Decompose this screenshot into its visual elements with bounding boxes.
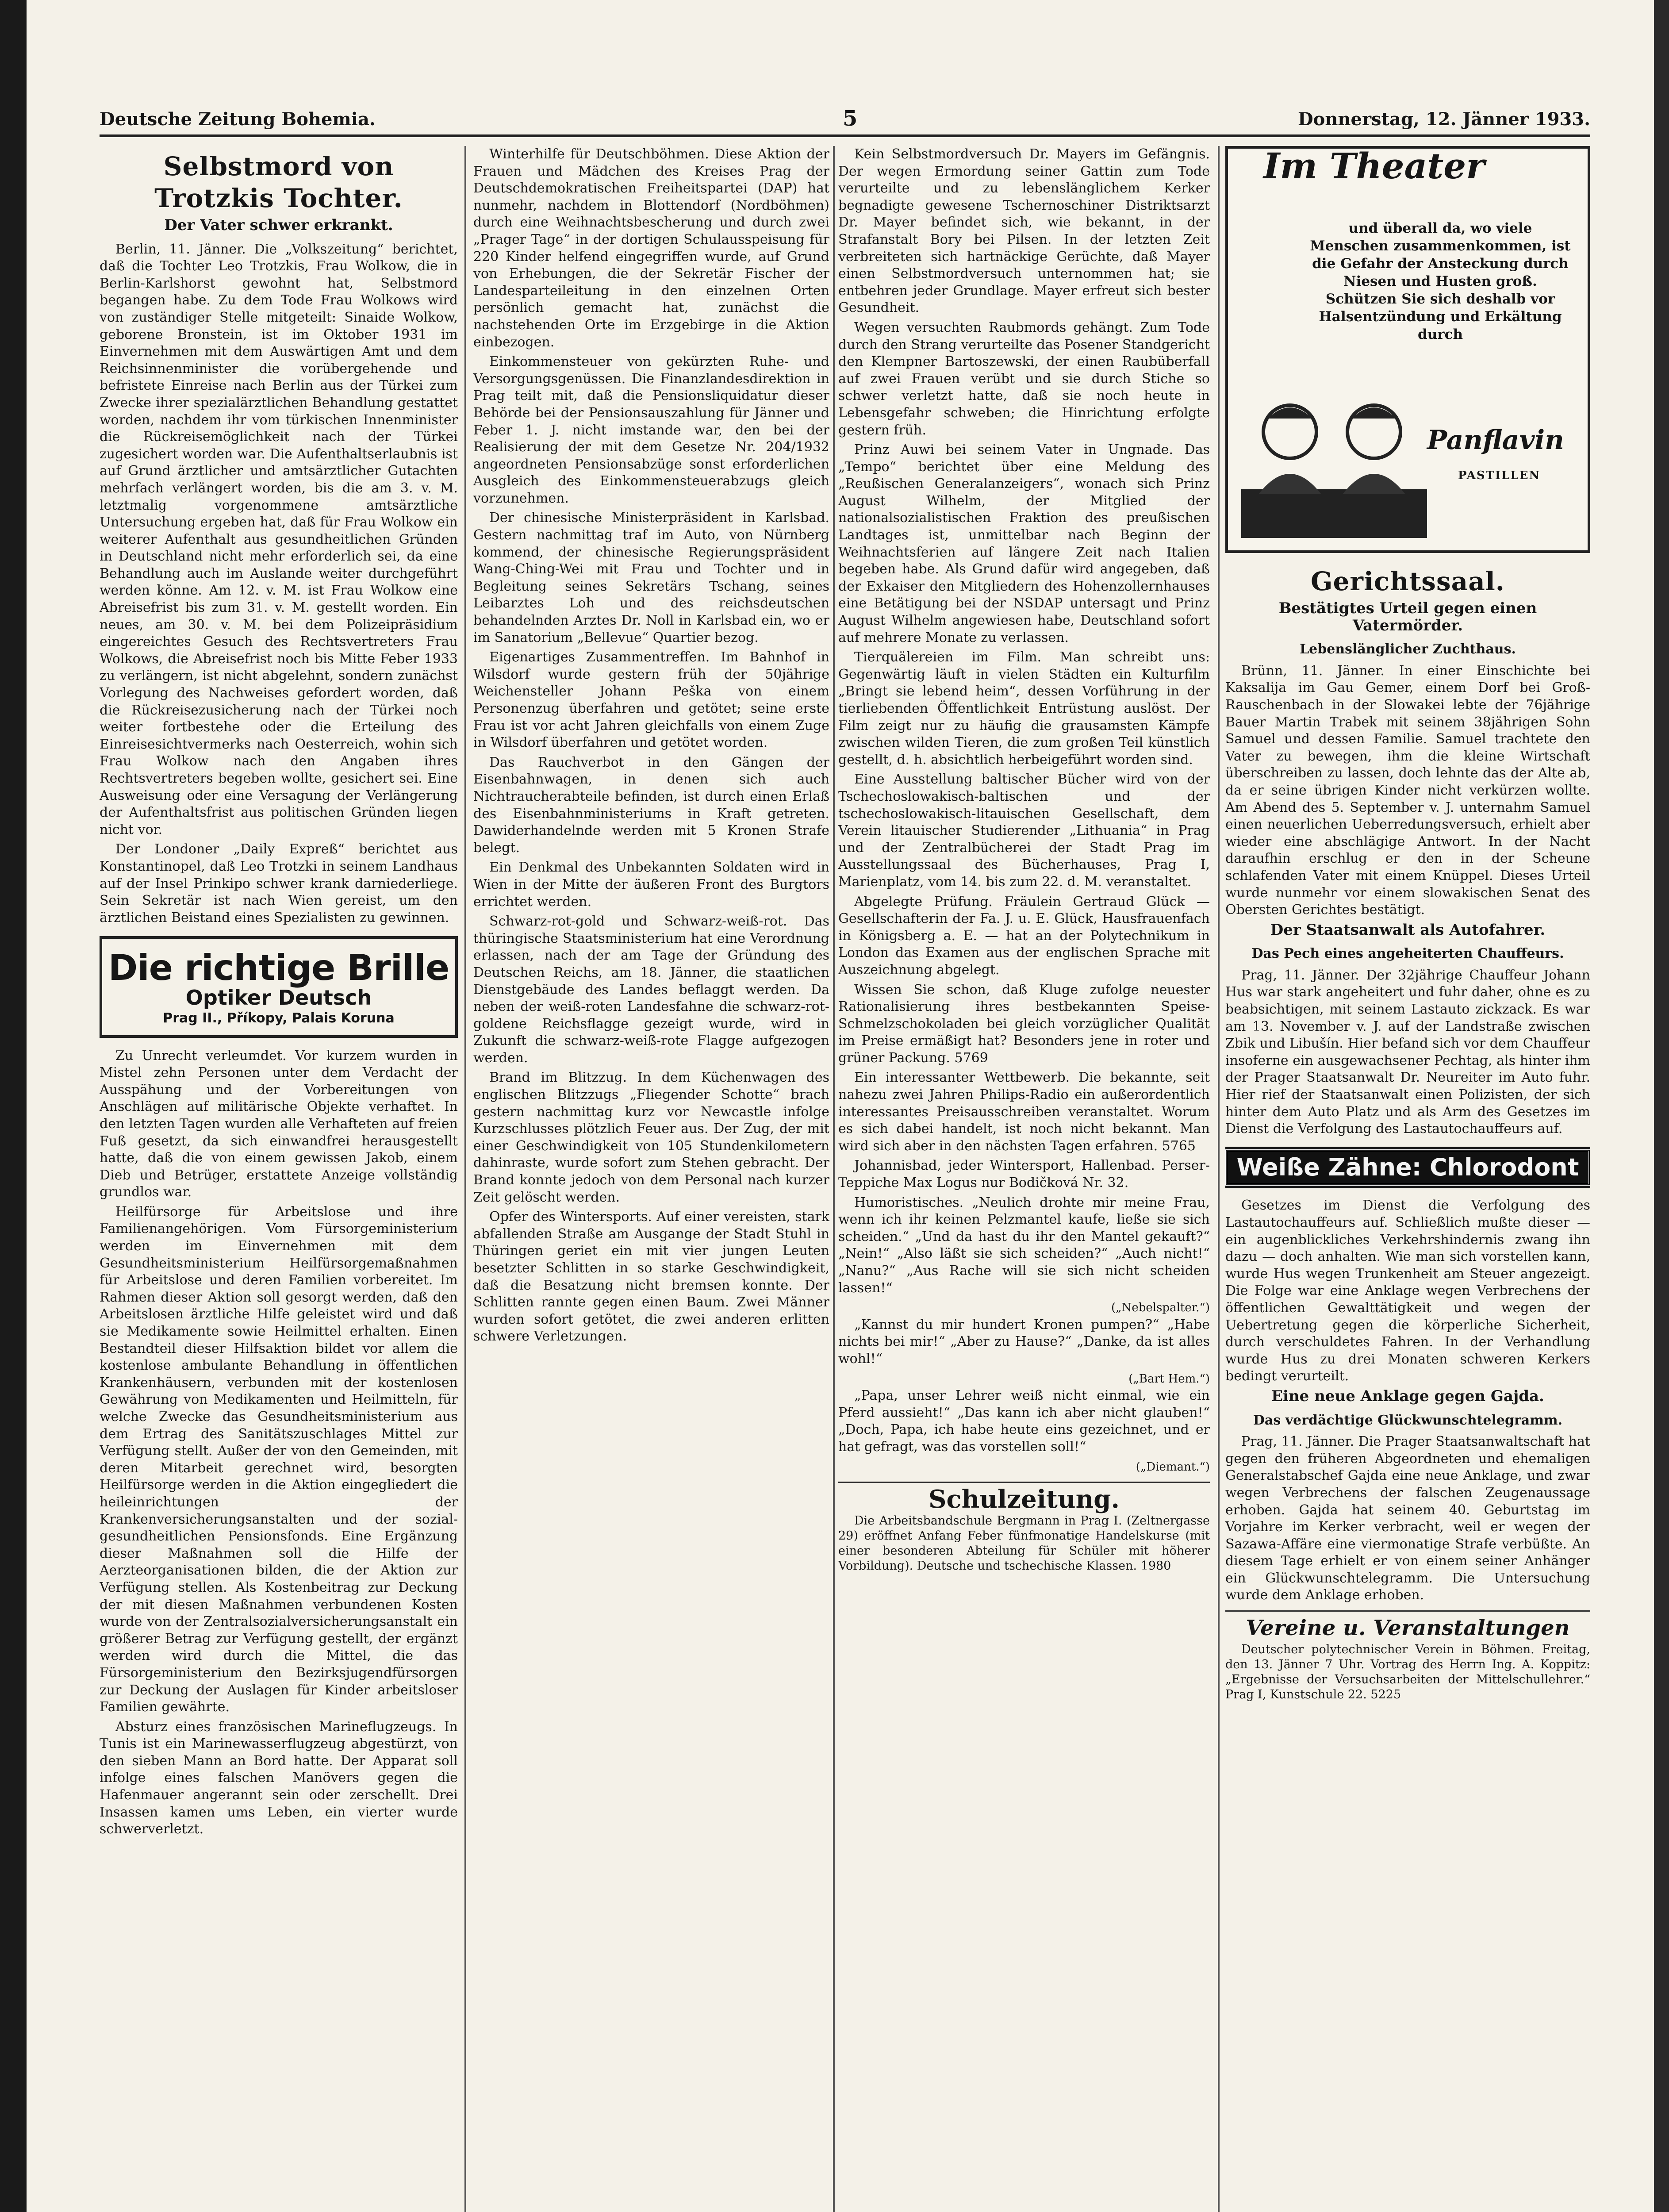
ad-brand-sub: PASTILLEN xyxy=(1458,469,1541,482)
page-number: 5 xyxy=(843,106,858,131)
section-schulzeitung: Schulzeitung. xyxy=(929,1485,1120,1514)
ad-optiker-deutsch xyxy=(100,936,458,1037)
article-denkmal: Ein Denkmal des Unbekannten Soldaten wird in Wien in der Mitte der äußeren Front des Burgtors errichtet werden. xyxy=(473,860,829,910)
ad-brille-address: Prag II., Příkopy, Palais Koruna xyxy=(163,1010,395,1026)
ad-theater-title: Im Theater xyxy=(1263,146,1485,187)
article-staatsanwalt: Prag, 11. Jänner. Der 32jährige Chauffeur Johann Hus war stark angeheitert und fuhr daher, ohne es zu beabsichtigen, mit seinem Lastauto zickzack. Es war am 13. November v. J. auf der Landstraße zwischen Zbik und Libušín. Hier befand sich vor dem Chauffeur insoferne ein ausgewachsener Pechtag, als hinter ihm der Prager Staatsanwalt Dr. Neureiter im Auto fuhr. Hier rief der Staatsanwalt einen Polizisten, der sich hinter dem Auto Platz und als Arm des Gesetzes im Dienst die Verfolgung des Lastautochauffeurs auf. xyxy=(1225,967,1590,1137)
scan-edge-right xyxy=(1654,0,1669,2212)
article-ausstellung: Eine Ausstellung baltischer Bücher wird von der Tschechoslowakisch-baltischen und der tschechoslowakisch-litauischen Gesellschaft, dem Verein litauischer Studierender „Lithuania“ in Prag und der Zentralbücherei der Stadt Prag im Ausstellungssaal des Bücherhauses, Prag I, Marienplatz, vom 14. bis zum 22. d. M. veranstaltet. xyxy=(838,772,1210,890)
article-tierquaelerei: Tierquälereien im Film. Man schreibt uns: Gegenwärtig läuft in vielen Städten ein Kulturfilm „Bringt sie lebend heim“, dessen Vorführung in der tierliebenden Öffentlichkeit Entrüstung auslöst. Der Film zeigt nur zu häufig die grausamsten Kämpfe zwischen wilden Tieren, die zum großen Teil künstlich gestellt, d. h. absichtlich herbeigeführt worden sind. xyxy=(838,649,1210,768)
ad-theater-text: und überall da, wo viele Menschen zusammenkommen, ist die Gefahr der Ansteckung durch Niesen und Husten groß. Schützen Sie sich deshalb vor Halsentzündung und Erkältung durch xyxy=(1310,220,1571,342)
humor-2-source: („Bart Hem.“) xyxy=(1128,1372,1210,1386)
ad-brille-sub: Optiker Deutsch xyxy=(185,986,372,1010)
divider xyxy=(1225,1610,1590,1612)
subhead-trotzki: Der Vater schwer erkrankt. xyxy=(164,216,393,234)
subhead-staatsanwalt: Der Staatsanwalt als Autofahrer. xyxy=(1270,921,1546,939)
humor-3-source: („Diemant.“) xyxy=(1136,1460,1210,1474)
article-raubmord: Wegen versuchten Raubmords gehängt. Zum Tode durch den Strang verurteilte das Posener Standgericht den Klempner Bartoszewski, der einen Raubüberfall auf zwei Frauen verübt und sie durch Stiche so schwer verletzt hatte, daß sie noch heute in Lebensgefahr schweben; die Hinrichtung erfolgte gestern früh. xyxy=(838,319,1210,438)
page-header xyxy=(100,106,1590,137)
article-dr-mayer: Kein Selbstmordversuch Dr. Mayers im Gefängnis. Der wegen Ermordung seiner Gattin zum Tode verurteilte und zu lebenslänglichem Kerker begnadigte gewesene Tschernoschiner Distriktsarzt Dr. Mayer befindet sich, wie bekannt, in der Strafanstalt Bory bei Pilsen. In der letzten Zeit verbreiteten sich hartnäckige Gerüchte, daß Mayer einen Selbstmordversuch unternommen hat; sie entbehren jeder Grundlage. Mayer erfreut sich bester Gesundheit. xyxy=(838,146,1210,316)
headline-trotzki: Selbstmord von Trotzkis Tochter. xyxy=(154,151,403,213)
humor-1: Humoristisches. „Neulich drohte mir meine Frau, wenn ich ihr keinen Pelzmantel kaufe, ließe sie sich scheiden.“ „Und da hast du ihr den Mantel gekauft?“ „Nein!“ „Also läßt sie sich scheiden?“ „Auch nicht!“ „Nanu?“ „Aus Rache will sie sich nicht scheiden lassen!“ xyxy=(838,1194,1210,1296)
article-staatsanwalt-cont: Gesetzes im Dienst die Verfolgung des Lastautochauffeurs auf. Schließlich mußte dieser — ein augenblickliches Verkehrshindernis zwang ihn dazu — doch anhalten. Wie man sich vorstellen kann, wurde Hus wegen Trunkenheit am Steuer angezeigt. Die Folge war eine Anklage wegen Verbrechens der öffentlichen Gewalttätigkeit und wegen der Uebertretung gegen die körperliche Sicherheit, durch verschuldetes Fahren. In der Verhandlung wurde Hus zu drei Monaten schweren Kerkers bedingt verurteilt. xyxy=(1225,1198,1590,1384)
subhead-zuchthaus: Lebenslänglicher Zuchthaus. xyxy=(1300,641,1516,657)
column-rule-3 xyxy=(1218,146,1220,2212)
column-2 xyxy=(473,146,829,2212)
article-zusammentreffen: Eigenartiges Zusammentreffen. Im Bahnhof in Wilsdorf wurde gestern früh der 50jährige Weichensteller Johann Peška von einem Personenzug überfahren und getötet; seine erste Frau ist vor acht Jahren gleichfalls von einem Zuge in Wilsdorf überfahren und getötet worden. xyxy=(473,649,829,751)
column-1 xyxy=(100,146,458,2212)
article-winterhilfe: Winterhilfe für Deutschböhmen. Diese Aktion der Frauen und Mädchen des Kreises Prag der Deutschdemokratischen Freiheitspartei (DAP) hat nunmehr, nachdem in Blottendorf (Nordböhmen) durch eine Weihnachtsbescherung und durch zwei „Prager Tage“ in der dortigen Schulausspeisung für 220 Kinder helfend eingegriffen wurde, auf Grund von Erhebungen, die der Sekretär Fischer der Landesparteileitung in den einzelnen Orten persönlich gemacht hat, zunächst die nachstehenden Orte im Erzgebirge in die Aktion einbezogen. xyxy=(473,146,829,350)
humor-1-source: („Nebelspalter.“) xyxy=(1111,1301,1210,1315)
article-trotzki-p1: Berlin, 11. Jänner. Die „Volkszeitung“ berichtet, daß die Tochter Leo Trotzkis, Frau Wolkow, die in Berlin-Karlshorst gewohnt hat, Selbstmord begangen habe. Zu dem Tode Frau Wolkows wird von zuständiger Stelle mitgeteilt: Sinaide Wolkow, geborene Bronstein, ist im Oktober 1931 im Einvernehmen mit dem Auswärtigen Amt und dem Reichsinnenminister die vorübergehende und befristete Einreise nach Berlin aus der Türkei zum Zwecke ihrer spezialärztlichen Behandlung gestattet worden, nachdem ihr vom türkischen Innenminister die Rückreisemöglichkeit nach der Türkei zugesichert worden war. Die Aufenthaltserlaubnis ist auf Grund ärztlicher und amtsärztlicher Gutachten mehrfach verlängert worden, bis die am 3. v. M. letztmalig vorgenommene amtsärztliche Untersuchung ergeben hat, daß für Frau Wolkow ein weiterer Aufenthalt aus gesundheitlichen Gründen in Deutschland nicht mehr erforderlich sei, da eine Behandlung auch im Auslande weiter durchgeführt werden könne. Am 12. v. M. ist Frau Wolkow eine Abreisefrist bis zum 31. v. M. gestellt worden. Ein neues, am 30. v. M. bei dem Polizeipräsidium eingereichtes Gesuch des Rechtsvertreters Frau Wolkows, die Abreisefrist noch bis Mitte Feber 1933 zu verlängern, ist nicht abgelehnt, sondern zunächst Vorlegung des Nachweises gefordert worden, daß die Rückreisezusicherung nach der Türkei noch weiter fortbestehe oder die Erteilung des Einreisesichtvermerks nach Oesterreich, wohin sich Frau Wolkow nach den Angaben ihres Rechtsvertreters begeben wollte, gesichert sei. Eine Ausweisung oder eine Versagung der Verlängerung der Aufenthaltsfrist aus politischen Gründen liegen nicht vor. xyxy=(100,241,458,837)
issue-date: Donnerstag, 12. Jänner 1933. xyxy=(1297,109,1590,130)
subhead-vatermoerder: Bestätigtes Urteil gegen einen Vatermörder. xyxy=(1278,599,1537,634)
subhead-chauffeur: Das Pech eines angeheiterten Chauffeurs. xyxy=(1251,946,1564,962)
article-wintersport: Opfer des Wintersports. Auf einer vereisten, stark abfallenden Straße am Ausgange der Stadt Stuhl in Thüringen geriet ein mit vier jungen Leuten besetzter Schlitten in so starke Geschwindigkeit, daß die Besatzung nicht bremsen konnte. Der Schlitten rannte gegen einen Baum. Zwei Männer wurden sofort getötet, die zwei anderen erlitten schwere Verletzungen. xyxy=(473,1209,829,1344)
ad-brille-title: Die richtige Brille xyxy=(108,947,449,989)
article-mistel: Zu Unrecht verleumdet. Vor kurzem wurden in Mistel zehn Personen unter dem Verdacht der Ausspähung und der Vorbereitungen von Anschlägen auf militärische Objekte verhaftet. In den letzten Tagen wurden alle Verhafteten auf freien Fuß gesetzt, da sich einwandfrei herausgestellt hatte, daß die von einem gewissen Jakob, einem Dieb und Betrüger, erstattete Anzeige vollständig grundlos war. xyxy=(100,1048,458,1200)
ad-panflavin xyxy=(1225,146,1590,553)
column-4 xyxy=(1225,146,1590,2212)
article-gajda: Prag, 11. Jänner. Die Prager Staatsanwaltschaft hat gegen den früheren Abgeordneten und ehemaligen Generalstabschef Gajda eine neue Anklage, und zwar wegen Verbrechens der falschen Zeugenaussage erhoben. Gajda hat seinem 40. Geburtstag im Vorjahre im Kerker verbracht, weil er wegen der Sazawa-Affäre eine viermonatige Strafe verbüßte. An diesem Tage erhielt er von einem seiner Anhänger ein Glückwunschtelegramm. Die Untersuchung wurde dem Anklage erhoben. xyxy=(1225,1434,1590,1603)
subhead-gajda: Eine neue Anklage gegen Gajda. xyxy=(1271,1387,1544,1405)
article-vatermoerder: Brünn, 11. Jänner. In einer Einschichte bei Kaksalija im Gau Gemer, einem Dorf bei Groß-Rauschenbach in der Slowakei lebte der 76jährige Bauer Martin Trabek mit seinem 38jährigen Sohn Samuel und dessen Familie. Samuel trachtete den Vater zu bewegen, ihm die kleine Wirtschaft überschreiben zu lassen, doch lehnte das der Alte ab, da er seine übrigen Kinder nicht verkürzen wollte. Am Abend des 5. September v. J. unternahm Samuel einen neuerlichen Ueberredungsversuch, erhielt aber wieder eine abschlägige Antwort. In der Nacht daraufhin erschlug er den in der Scheune schlafenden Vater mit einem Knüppel. Dieses Urteil wurde nunmehr vor einem slowakischen Senat des Obersten Gerichtes bestätigt. xyxy=(1225,663,1590,918)
article-flaggen: Schwarz-rot-gold und Schwarz-weiß-rot. Das thüringische Staatsministerium hat eine Verordnung erlassen, nach der am Tage der Gründung des Deutschen Reichs, am 18. Jänner, die staatlichen Dienstgebäude des Landes beflaggt werden. Da neben der weiß-roten Landesfahne die schwarz-rot-goldene Reichsflagge gezeigt wurde, wird in Zukunft die schwarz-weiß-rote Flagge aufgezogen werden. xyxy=(473,914,829,1066)
column-rule-1 xyxy=(464,146,466,2212)
theater-audience-illustration xyxy=(1241,379,1427,538)
article-trotzki-p2: Der Londoner „Daily Expreß“ berichtet aus Konstantinopel, daß Leo Trotzki in seinem Landhaus auf der Insel Prinkipo schwer krank darniederliege. Sein Sekretär ist nach Wien gereist, um den ärztlichen Beistand eines Spezialisten zu gewinnen. xyxy=(100,841,458,926)
divider xyxy=(838,1482,1210,1483)
article-marineflugzeug: Absturz eines französischen Marineflugzeugs. In Tunis ist ein Marinewasserflugzeug abgestürzt, von den sieben Mann an Bord hatte. Der Apparat soll infolge eines falschen Manövers gegen die Hafenmauer angerannt sein oder zerschellt. Drei Insassen kamen ums Leben, ein vierter wurde schwerverletzt. xyxy=(100,1719,458,1837)
ad-chlorodont: Weiße Zähne: Chlorodont xyxy=(1225,1149,1590,1186)
ad-brand: Panflavin xyxy=(1427,425,1564,456)
article-einkommensteuer: Einkommensteuer von gekürzten Ruhe- und Versorgungsgenüssen. Die Finanzlandesdirektion in Prag teilt mit, daß die Pensionsliquidatur dieser Behörde bei der Pensionsauszahlung für Jänner und Feber 1. J. nicht imstande war, den bei der Realisierung der mit dem Gesetze Nr. 204/1932 angeordneten Pensionsabzüge sonst erforderlichen Ausgleich des Einkommensteuerabzugs gleich vorzunehmen. xyxy=(473,354,829,506)
article-prinz-auwi: Prinz Auwi bei seinem Vater in Ungnade. Das „Tempo“ berichtet über eine Meldung des „Reußischen Generalanzeigers“, wonach sich Prinz August Wilhelm, der Mitglied der nationalsozialistischen Fraktion des preußischen Landtages ist, unmittelbar nach Beginn der Weihnachtsferien auf längere Zeit nach Italien begeben habe. Als Grund dafür wird angegeben, daß der Exkaiser den Mitgliedern des Hohenzollernhauses eine Betätigung bei der NSDAP untersagt und Prinz August Wilhelm angewiesen habe, Deutschland sofort auf mehrere Monate zu verlassen. xyxy=(838,442,1210,645)
notice-polytechnischer-verein: Deutscher polytechnischer Verein in Böhmen. Freitag, den 13. Jänner 7 Uhr. Vortrag des Herrn Ing. A. Koppitz: „Ergebnisse der Versuchsarbeiten der Mittelschullehrer.“ Prag I, Kunstschule 22. 5225 xyxy=(1225,1642,1590,1701)
article-heilfuersorge: Heilfürsorge für Arbeitslose und ihre Familienangehörigen. Vom Fürsorgeministerium werden im Einvernehmen mit dem Gesundheitsministerium Heilfürsorgemaßnahmen für Arbeitslose und deren Familien vorbereitet. Im Rahmen dieser Aktion soll gesorgt werden, daß den Arbeitslosen ärztliche Hilfe geleistet wird und daß sie Medikamente sowie Heilmittel erhalten. Einen Bestandteil dieser Hilfsaktion bildet vor allem die kostenlose ambulante Behandlung in öffentlichen Krankenhäusern, verbunden mit der kostenlosen Gewährung von Medikamenten und Heilmitteln, für welche Zwecke das Gesundheitsministerium aus dem Ertrag des Sanitätszuschlages Mittel zur Verfügung stellt. Außer der von den Gemeinden, mit deren Mitarbeit gerechnet wird, besorgten Heilfürsorge werden in die Aktion eingegliedert die heileinrichtungen der Krankenversicherungsanstalten und der sozial-gesundheitlichen Pensionsfonds. Eine Ergänzung dieser Maßnahmen soll die Hilfe der Aerzteorganisationen bilden, die der Aktion zur Verfügung stellen. Als Kostenbeitrag zur Deckung der mit diesen Maßnahmen verbundenen Kosten wurde von der Zentralsozialversicherungsanstalt ein größerer Betrag zur Verfügung gestellt, der ergänzt werden wird durch die Mittel, die das Fürsorgeministerium den Bezirksjugendfürsorgen zur Deckung der Auslagen für Kinder arbeitsloser Familien gewährte. xyxy=(100,1204,458,1715)
article-blitzzug: Brand im Blitzzug. In dem Küchenwagen des englischen Blitzzugs „Fliegender Schotte“ brach gestern nachmittag kurz vor Newcastle infolge Kurzschlusses plötzlich Feuer aus. Der Zug, der mit einer Geschwindigkeit von 105 Stundenkilometern dahinraste, wurde sofort zum Stehen gebracht. Der Brand konnte jedoch von dem Personal nach kurzer Zeit gelöscht werden. xyxy=(473,1070,829,1205)
scan-edge-left xyxy=(0,0,27,2212)
column-rule-2 xyxy=(833,146,835,2212)
section-vereine: Vereine u. Veranstaltungen xyxy=(1246,1616,1570,1641)
humor-2: „Kannst du mir hundert Kronen pumpen?“ „Habe nichts bei mir!“ „Aber zu Hause?“ „Danke, da ist alles wohl!“ xyxy=(838,1317,1210,1367)
column-3 xyxy=(838,146,1210,2212)
article-handelskurse: Die Arbeitsbandschule Bergmann in Prag I. (Zeltnergasse 29) eröffnet Anfang Feber fünfmonatige Handelskurse (mit einer besonderen Abteilung für Schüler mit höherer Vorbildung). Deutsche und tschechische Klassen. 1980 xyxy=(838,1513,1210,1573)
section-gerichtssaal: Gerichtssaal. xyxy=(1311,566,1505,596)
notice-wettbewerb: Ein interessanter Wettbewerb. Die bekannte, seit nahezu zwei Jahren Philips-Radio ein außerordentlich interessantes Preisausschreiben veranstaltet. Worum es sich dabei handelt, ist noch nicht bekannt. Man wird sich aber in den nächsten Tagen erfahren. 5765 xyxy=(838,1070,1210,1154)
humor-3: „Papa, unser Lehrer weiß nicht einmal, wie ein Pferd aussieht!“ „Das kann ich aber nicht glauben!“ „Doch, Papa, ich habe heute eins gezeichnet, und er hat gefragt, was das vorstellen soll!“ xyxy=(838,1388,1210,1455)
article-rauchverbot: Das Rauchverbot in den Gängen der Eisenbahnwagen, in denen sich auch Nichtraucherabteile befinden, ist durch einen Erlaß des Eisenbahnministeriums in Kraft getreten. Dawiderhandelnde werden mit 5 Kronen Strafe belegt. xyxy=(473,754,829,856)
paper-name: Deutsche Zeitung Bohemia. xyxy=(100,109,376,130)
notice-johannisbad: Johannisbad, jeder Wintersport, Hallenbad. Perser-Teppiche Max Logus nur Bodičková Nr. 32. xyxy=(838,1158,1210,1191)
subhead-telegramm: Das verdächtige Glückwunschtelegramm. xyxy=(1253,1412,1563,1428)
article-chinesischer-minister: Der chinesische Ministerpräsident in Karlsbad. Gestern nachmittag traf im Auto, von Nürnberg kommend, der chinesische Regierungspräsident Wang-Ching-Wei mit Frau und Tochter und in Begleitung seines Sekretärs Tschang, seines Leibarztes Loh und des reichsdeutschen behandelnden Arztes Dr. Noll in Karlsbad ein, wo er im Sanatorium „Bellevue“ Quartier bezog. xyxy=(473,510,829,645)
article-pruefung: Abgelegte Prüfung. Fräulein Gertraud Glück — Gesellschafterin der Fa. J. u. E. Glück, Hausfrauenfach in Königsberg a. E. — hat an der Polytechnikum in London das Examen aus der englischen Sprache mit Auszeichnung abgelegt. xyxy=(838,894,1210,978)
notice-kluge: Wissen Sie schon, daß Kluge zufolge neuester Rationalisierung ihres bestbekannten Speise-Schmelzschokoladen bei gleich vorzüglicher Qualität im Preise ermäßigt hat? Besonders jene in roter und grüner Packung. 5769 xyxy=(838,982,1210,1066)
